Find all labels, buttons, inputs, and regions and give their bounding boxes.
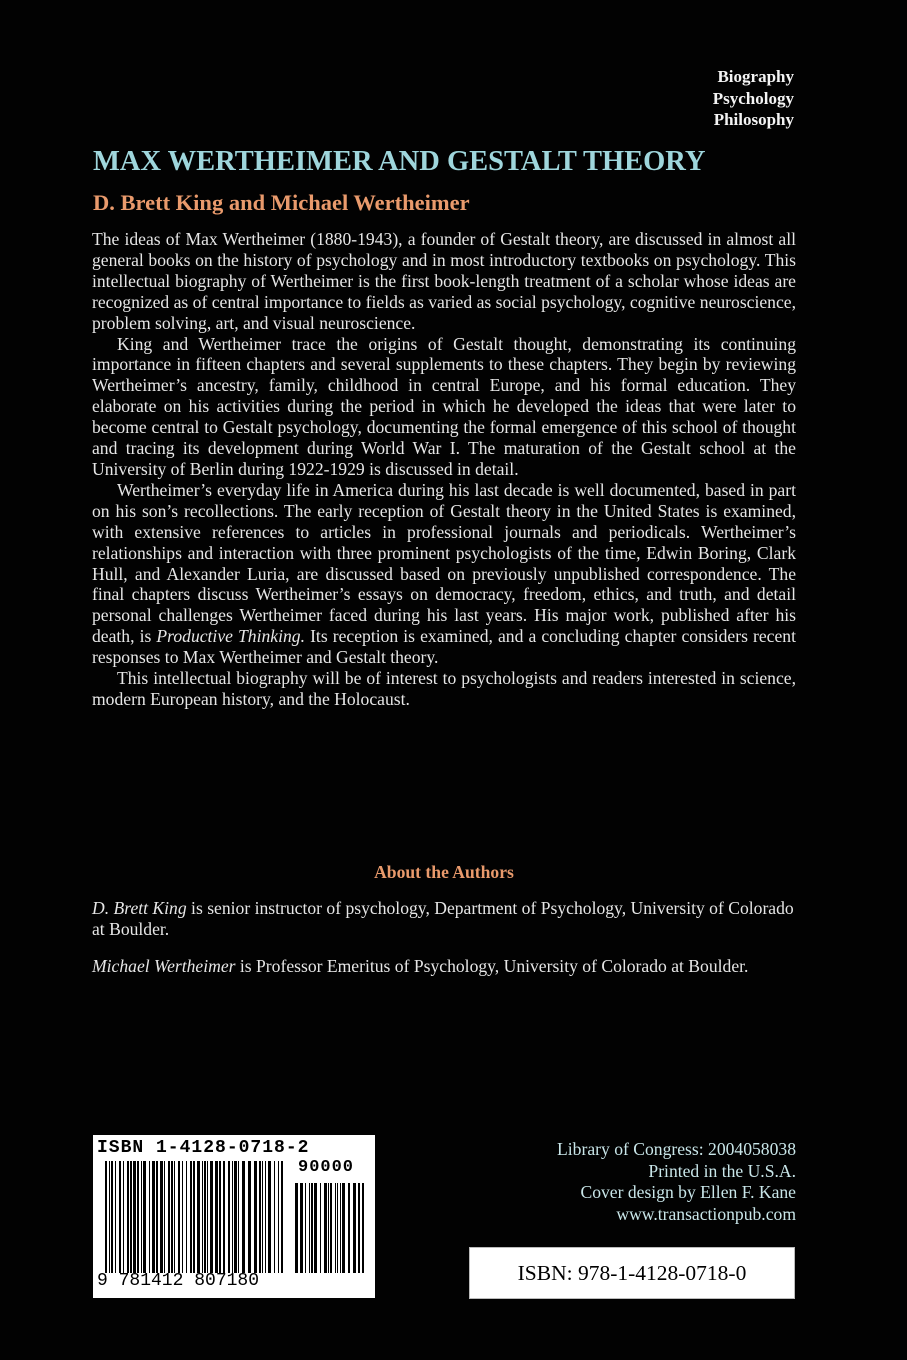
barcode-bar — [278, 1161, 279, 1273]
description-paragraph: The ideas of Max Wertheimer (1880-1943), a founder of Gestalt theory, are discussed in almost all general books on the history of psychology and in most introductory textbooks on psychology. This intellectual biography of Wertheimer is the first book-length treatment of a scholar whose ideas are recognized as of central importance to fields as varied as social psychology, cognitive neuroscience, problem solving, art, and visual neuroscience. — [92, 229, 796, 333]
barcode-bar — [193, 1161, 195, 1273]
category-biography: Biography — [717, 67, 794, 86]
author-bio-text: is senior instructor of psychology, Department of Psychology, University of Colorado at Boulder. — [92, 898, 794, 939]
barcode-bar — [119, 1161, 121, 1273]
ean-barcode-graphic — [103, 1161, 288, 1273]
barcode-bar — [164, 1161, 165, 1273]
barcode-bar — [248, 1161, 251, 1273]
barcode-bar — [259, 1161, 261, 1273]
category-psychology: Psychology — [712, 88, 794, 108]
barcode-bar — [137, 1161, 139, 1273]
barcode-bar — [156, 1161, 158, 1273]
description-paragraph: This intellectual biography will be of interest to psychologists and readers interested in science, modern European history, and the Holocaust. — [92, 668, 796, 709]
barcode-bar — [348, 1183, 350, 1273]
barcode-bar — [342, 1183, 345, 1273]
barcode-bar — [265, 1161, 266, 1273]
barcode-bar — [337, 1183, 338, 1273]
barcode-bar — [130, 1161, 132, 1273]
barcode-bar — [228, 1161, 230, 1273]
barcode-bar — [186, 1161, 187, 1273]
barcode-bar — [314, 1183, 317, 1273]
barcode-bar — [358, 1183, 360, 1273]
barcode-bar — [254, 1161, 257, 1273]
barcode-bar — [340, 1183, 341, 1273]
barcode-bar — [143, 1161, 146, 1273]
book-authors: D. Brett King and Michael Wertheimer — [93, 190, 470, 215]
barcode-bar — [281, 1161, 283, 1273]
author-bio-text: is Professor Emeritus of Psychology, University of Colorado at Boulder. — [235, 956, 749, 976]
subject-categories — [713, 66, 794, 131]
category-philosophy: Philosophy — [713, 110, 794, 129]
barcode-bar — [311, 1183, 313, 1273]
barcode-bar — [362, 1183, 364, 1273]
about-authors-heading: About the Authors — [374, 862, 514, 882]
description-paragraph — [92, 480, 796, 668]
publisher-website: www.transactionpub.com — [616, 1203, 796, 1224]
barcode-bar — [324, 1183, 327, 1273]
barcode-bar — [232, 1161, 233, 1273]
book-description — [92, 229, 796, 710]
description-text: Wertheimer’s everyday life in America during his last decade is well documented, based in part on his son’s recollections. The early reception of Gestalt theory in the United States is examined, with extensive references to articles in professional journals and periodicals. Wertheimer’s relationships and interaction with three prominent psychologists of the time, Edwin Boring, Clark Hull, and Alexander Luria, are discussed based on previously unpublished correspondence. The final chapters discuss Wertheimer’s essays on democracy, freedom, ethics, and truth, and detail personal challenges Wertheimer faced during his last years. His major work, published after his death, is — [92, 479, 796, 647]
isbn13-label: ISBN: 978-1-4128-0718-0 — [469, 1247, 795, 1299]
addon-barcode-graphic — [293, 1161, 368, 1273]
barcode-bar — [234, 1161, 237, 1273]
barcode-bar — [215, 1161, 218, 1273]
author-bio-king — [92, 898, 802, 940]
barcode-bar — [149, 1161, 150, 1273]
barcode-bar — [262, 1161, 263, 1273]
barcode-bar — [109, 1161, 110, 1273]
book-title: MAX WERTHEIMER AND GESTALT THEORY — [93, 146, 706, 177]
barcode-bar — [141, 1161, 142, 1273]
barcode-bar — [174, 1161, 175, 1273]
barcode-bar — [238, 1161, 239, 1273]
barcode-bar — [133, 1161, 136, 1273]
barcode-bar — [305, 1183, 306, 1273]
barcode-bar — [182, 1161, 183, 1273]
barcode-bar — [223, 1161, 225, 1273]
barcode-bar — [330, 1183, 332, 1273]
barcode-bar — [204, 1161, 206, 1273]
barcode-bar — [219, 1161, 221, 1273]
barcode-bar — [168, 1161, 170, 1273]
barcode-bar — [160, 1161, 163, 1273]
barcode-bar — [178, 1161, 180, 1273]
barcode-bar — [268, 1161, 271, 1273]
barcode-bar — [197, 1161, 200, 1273]
author-bio-wertheimer — [92, 956, 802, 977]
barcode-bar — [295, 1183, 298, 1273]
barcode-bar — [210, 1161, 213, 1273]
barcode-bar — [274, 1161, 275, 1273]
barcode-bar — [171, 1161, 173, 1273]
barcode-bar — [309, 1183, 310, 1273]
description-paragraph: King and Wertheimer trace the origins of Gestalt thought, demonstrating its continuing importance in fifteen chapters and several supplements to these chapters. They begin by reviewing Wertheimer’s ancestry, family, childhood in central Europe, and his formal education. They elaborate on his activities during the period in which he developed the ideas that were later to become central to Gestalt psychology, documenting the formal emergence of this school of thought and tracing its development during World War I. The maturation of the Gestalt school at the University of Berlin during 1922-1929 is discussed in detail. — [92, 333, 796, 479]
barcode-bar — [127, 1161, 129, 1273]
barcode-price-code: 90000 — [298, 1158, 355, 1177]
author-name: D. Brett King — [92, 898, 187, 918]
barcode-bar — [115, 1161, 116, 1273]
barcode-isbn-text: ISBN 1-4128-0718-2 — [97, 1138, 310, 1158]
barcode-bar — [123, 1161, 124, 1273]
barcode-bar — [320, 1183, 321, 1273]
barcode-bar — [111, 1161, 113, 1273]
barcode-bar — [190, 1161, 192, 1273]
barcode-digits: 9 781412 807180 — [97, 1271, 260, 1291]
cover-design-credit: Cover design by Ellen F. Kane — [580, 1182, 796, 1202]
barcode-bar — [353, 1183, 356, 1273]
book-reference: Productive Thinking. — [156, 626, 305, 647]
barcode-bar — [202, 1161, 203, 1273]
barcode-label — [93, 1135, 375, 1298]
barcode-bar — [207, 1161, 208, 1273]
barcode-bar — [335, 1183, 336, 1273]
description-text: Its reception is examined, and a concluding chapter considers recent responses to Max Wertheimer and Gestalt theory. — [92, 626, 796, 668]
printed-in: Printed in the U.S.A. — [648, 1160, 796, 1181]
barcode-bar — [300, 1183, 303, 1273]
author-name: Michael Wertheimer — [92, 956, 236, 976]
barcode-bar — [152, 1161, 155, 1273]
barcode-bar — [328, 1183, 329, 1273]
library-of-congress: Library of Congress: 2004058038 — [557, 1139, 796, 1159]
barcode-bar — [242, 1161, 245, 1273]
publisher-info — [557, 1139, 796, 1225]
barcode-bar — [105, 1161, 107, 1273]
